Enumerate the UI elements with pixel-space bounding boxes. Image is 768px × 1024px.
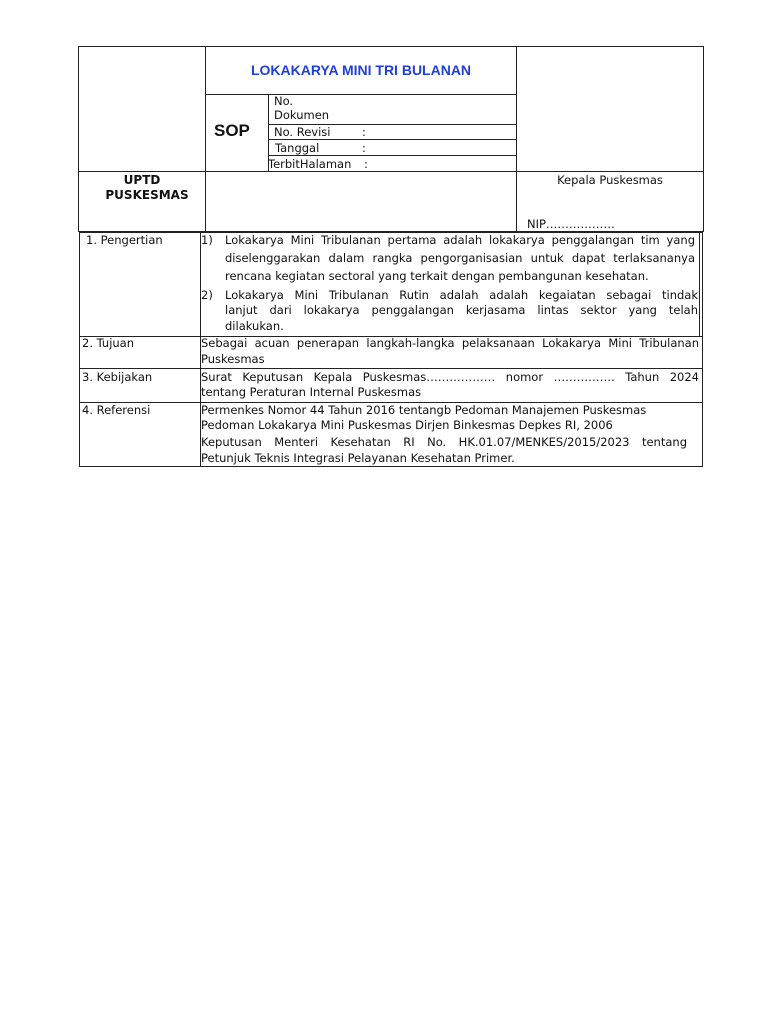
pengertian-item1-line2: diselenggarakan dalam rangka pengorganisasian untuk dapat terlaksananya (225, 251, 695, 265)
org-line-1: UPTD (123, 173, 161, 187)
pengertian-item2-number: 2) (201, 288, 213, 302)
referensi-line2: Pedoman Lokakarya Mini Puskesmas Dirjen Binkesmas Depkes RI, 2006 (201, 418, 613, 432)
field-terbit-colon: : (364, 157, 368, 171)
title-bottom-rule (205, 94, 517, 95)
referensi-line4: Petunjuk Teknis Integrasi Pelayanan Kesehatan Primer. (201, 451, 515, 465)
sop-label: SOP (214, 121, 250, 140)
pengertian-right-edge (699, 232, 700, 336)
tujuan-label: 2. Tujuan (82, 336, 135, 350)
nip-line: NIP……………… (527, 217, 615, 231)
field-no-revisi-colon: : (362, 125, 366, 139)
tujuan-line2: Puskesmas (201, 352, 265, 366)
row-rule-2 (79, 368, 703, 369)
document-title: LOKAKARYA MINI TRI BULANAN (250, 62, 472, 78)
kebijakan-label: 3. Kebijakan (82, 370, 153, 384)
kepala-puskesmas: Kepala Puskesmas (557, 173, 663, 187)
org-row-rule (78, 171, 704, 172)
pengertian-item2-line2: lanjut dari lokakarya penggalangan kerjasama lintas sektor yang telah (225, 303, 698, 317)
pengertian-item1-line3: rencana kegiatan sectoral yang terkait dengan pembangunan kesehatan. (225, 269, 649, 283)
field-rule-3 (268, 155, 517, 156)
tujuan-line1: Sebagai acuan penerapan langkah-langka pelaksanaan Lokakarya Mini Tribulanan (201, 336, 699, 350)
referensi-line1: Permenkes Nomor 44 Tahun 2016 tentangb Pedoman Manajemen Puskesmas (201, 403, 647, 417)
referensi-label: 4. Referensi (82, 403, 151, 417)
pengertian-label: 1. Pengertian (86, 233, 163, 247)
field-no-dokumen-2: Dokumen (274, 108, 330, 122)
pengertian-item2-line1: Lokakarya Mini Tribulanan Rutin adalah adalah kegaiatan sebagai tindak (225, 288, 698, 302)
kebijakan-line2: tentang Peraturan Internal Puskesmas (201, 385, 422, 399)
field-terbit: TerbitHalaman (268, 157, 352, 171)
pengertian-item1-number: 1) (201, 233, 213, 247)
kebijakan-line1: Surat Keputusan Kepala Puskesmas……………… nomor ……………. Tahun 2024 (201, 370, 699, 384)
field-tanggal-colon: : (362, 141, 366, 155)
pengertian-item1-line1: Lokakarya Mini Tribulanan pertama adalah lokakarya penggalangan tim yang (225, 233, 695, 247)
field-tanggal: Tanggal (275, 141, 320, 155)
org-line-2: PUSKESMAS (105, 188, 189, 202)
pengertian-item2-line3: dilakukan. (225, 319, 284, 333)
referensi-line3: Keputusan Menteri Kesehatan RI No. HK.01.07/MENKES/2015/2023 tentang (201, 435, 687, 449)
field-no-revisi: No. Revisi (274, 125, 331, 139)
field-no-dokumen-1: No. (274, 94, 294, 108)
field-rule-2 (268, 139, 517, 140)
